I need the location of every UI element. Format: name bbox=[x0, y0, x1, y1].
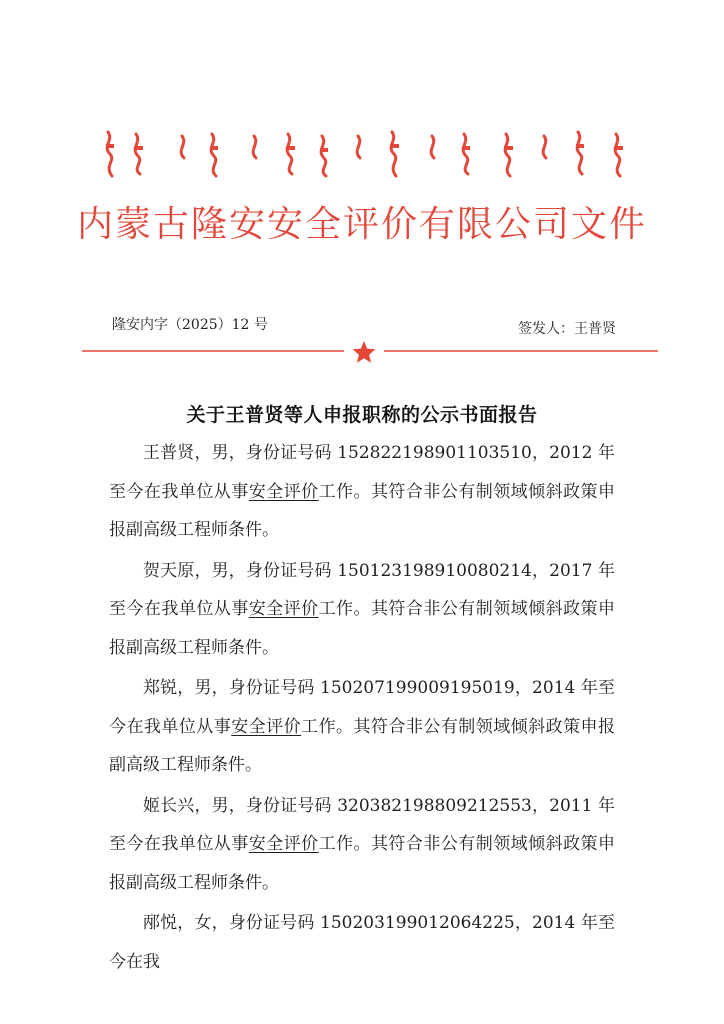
paragraph bbox=[109, 552, 615, 668]
paragraph bbox=[109, 434, 615, 550]
paragraph-lead: 姬长兴，男，身份证号码 320382198809212553，2011 年至今在我单位从事 bbox=[109, 795, 615, 854]
document-number: 隆安内字（2025）12 号 bbox=[112, 317, 268, 333]
field-underlined: 安全评价 bbox=[248, 599, 319, 619]
paragraph-lead: 郑锐，男，身份证号码 150207199009195019，2014 年至今在我单位从事 bbox=[109, 678, 615, 737]
header-title: 内蒙古隆安安全评价有限公司文件 bbox=[76, 204, 647, 245]
paragraph-tail: 工作。其符合非公有制领域倾斜政策申报副高级工程师条件。 bbox=[109, 834, 616, 893]
paragraph-lead: 贺天原，男，身份证号码 150123198910080214，2017 年至今在我单位从事 bbox=[109, 560, 615, 619]
report-body bbox=[109, 434, 615, 983]
field-underlined: 安全评价 bbox=[248, 834, 319, 854]
paragraph-tail: 工作。其符合非公有制领域倾斜政策申报副高级工程师条件。 bbox=[109, 481, 616, 540]
paragraph bbox=[109, 669, 615, 785]
mongolian-script-heading bbox=[96, 126, 636, 180]
paragraph-lead: 王普贤，男，身份证号码 152822198901103510，2012 年至今在我单位从事 bbox=[109, 443, 615, 502]
field-underlined: 安全评价 bbox=[248, 481, 319, 502]
paragraph bbox=[109, 904, 615, 981]
paragraph-tail: 工作。其符合非公有制领域倾斜政策申报副高级工程师条件。 bbox=[109, 716, 616, 775]
report-title: 关于王普贤等人申报职称的公示书面报告 bbox=[186, 404, 538, 426]
divider-graphic bbox=[82, 340, 658, 364]
field-underlined: 安全评价 bbox=[231, 716, 302, 737]
mongolian-script-graphic bbox=[96, 126, 636, 180]
paragraph-lead: 邴悦，女，身份证号码 150203199012064225，2014 年至今在我 bbox=[109, 913, 615, 972]
star-icon bbox=[353, 341, 376, 363]
paragraph-tail: 工作。其符合非公有制领域倾斜政策申报副高级工程师条件。 bbox=[109, 599, 616, 658]
signer: 签发人：王普贤 bbox=[518, 321, 616, 337]
red-divider bbox=[82, 340, 658, 364]
paragraph bbox=[109, 787, 615, 903]
